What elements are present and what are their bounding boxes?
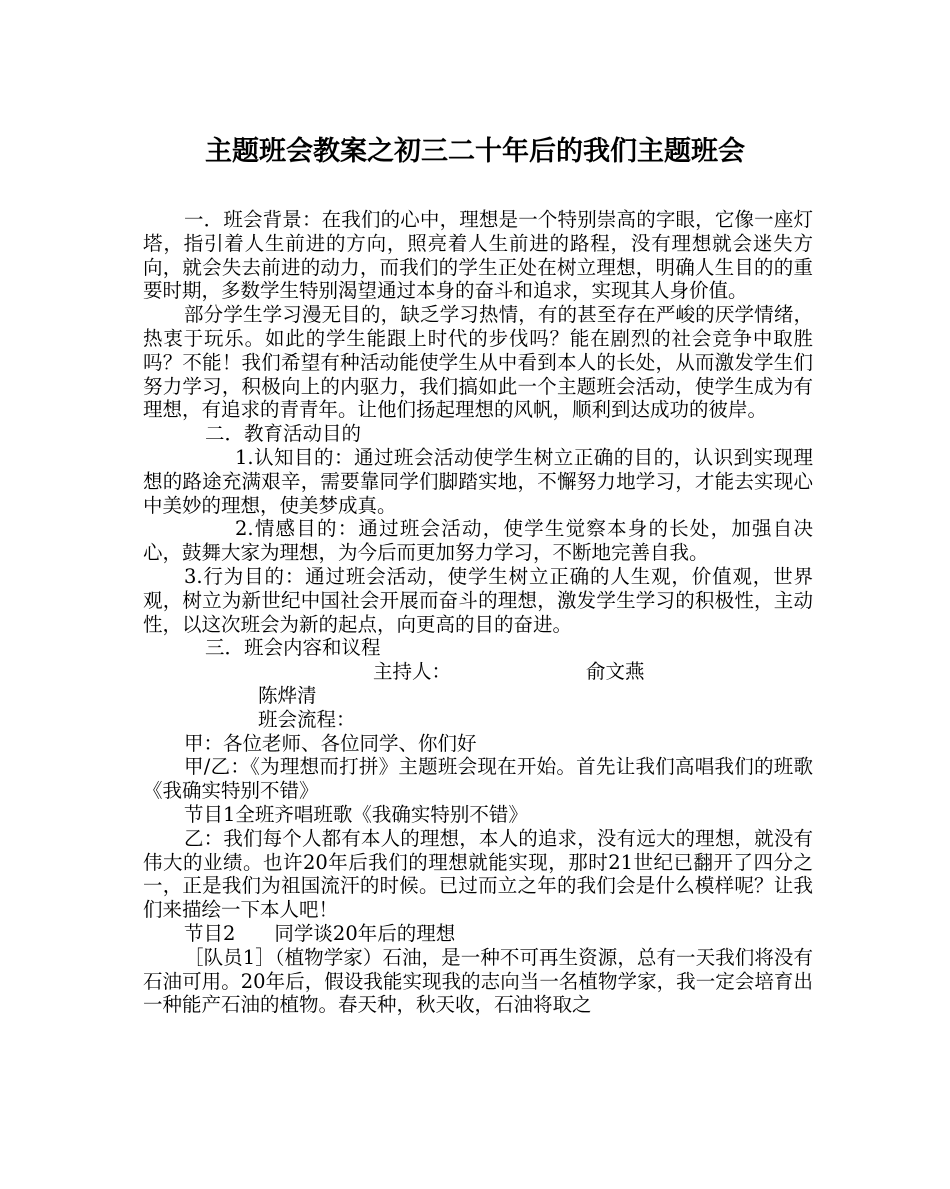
host-label: 主持人： [373, 660, 452, 684]
script-line-2: 甲/乙：《为理想而打拼》主题班会现在开始。首先让我们高唱我们的班歌《我确实特别不错》 [143, 755, 813, 803]
host-line [143, 660, 813, 708]
paragraph-background: 一．班会背景：在我们的心中，理想是一个特别崇高的字眼，它像一座灯塔，指引着人生前进的方向，照亮着人生前进的路程，没有理想就会迷失方向，就会失去前进的动力，而我们的学生正处在树立理想，明确人生目的的重要时期，多数学生特别渴望通过本身的奋斗和追求，实现其人身价值。 [143, 208, 813, 303]
program-item-1: 节目1全班齐唱班歌《我确实特别不错》 [184, 802, 528, 826]
paragraph-students: 部分学生学习漫无目的，缺乏学习热情，有的甚至存在严峻的厌学情绪，热衷于玩乐。如此的学生能跟上时代的步伐吗？能在剧烈的社会竞争中取胜吗？不能！我们希望有种活动能使学生从中看到本人的长处，从而激发学生们努力学习，积极向上的内驱力，我们搞如此一个主题班会活动，使学生成为有理想，有追求的青青年。让他们扬起理想的风帆，顺利到达成功的彼岸。 [143, 303, 813, 422]
agenda-flow-label: 班会流程： [258, 707, 356, 731]
section-heading-agenda: 三．班会内容和议程 [205, 636, 381, 660]
document-body [143, 208, 813, 1017]
section-heading-goals: 二．教育活动目的 [205, 422, 362, 446]
host-name-1: 俞文燕 [586, 660, 645, 684]
program-item-2: 节目2 同学谈20年后的理想 [184, 921, 456, 945]
script-line-3: 乙：我们每个人都有本人的理想，本人的追求，没有远大的理想，就没有伟大的业绩。也许20年后我们的理想就能实现，那时21世纪已翻开了四分之一，正是我们为祖国流汗的时候。已过而立之年的我们会是什么模样呢？让我们来描绘一下本人吧！ [143, 826, 813, 922]
goal-behavior: 3.行为目的：通过班会活动，使学生树立正确的人生观，价值观，世界观，树立为新世纪中国社会开展而奋斗的理想，激发学生学习的积极性，主动性，以这次班会为新的起点，向更高的目的奋进。 [143, 564, 813, 636]
page-title: 主题班会教案之初三二十年后的我们主题班会 [205, 136, 745, 167]
member-1-speech: ［队员1］（植物学家）石油，是一种不可再生资源，总有一天我们将没有石油可用。20年后，假设我能实现我的志向当一名植物学家，我一定会培育出一种能产石油的植物。春天种，秋天收，石油将取之 [143, 945, 813, 1017]
script-line-1: 甲：各位老师、各位同学、你们好 [184, 731, 477, 755]
goal-emotional: 2.情感目的：通过班会活动，使学生觉察本身的长处，加强自决心，鼓舞大家为理想，为今后而更加努力学习，不断地完善自我。 [143, 517, 813, 565]
host-name-2: 陈烨清 [258, 683, 317, 707]
goal-cognitive: 1.认知目的：通过班会活动使学生树立正确的目的，认识到实现理想的路途充满艰辛，需要靠同学们脚踏实地，不懈努力地学习，才能去实现心中美妙的理想，使美梦成真。 [143, 445, 813, 517]
